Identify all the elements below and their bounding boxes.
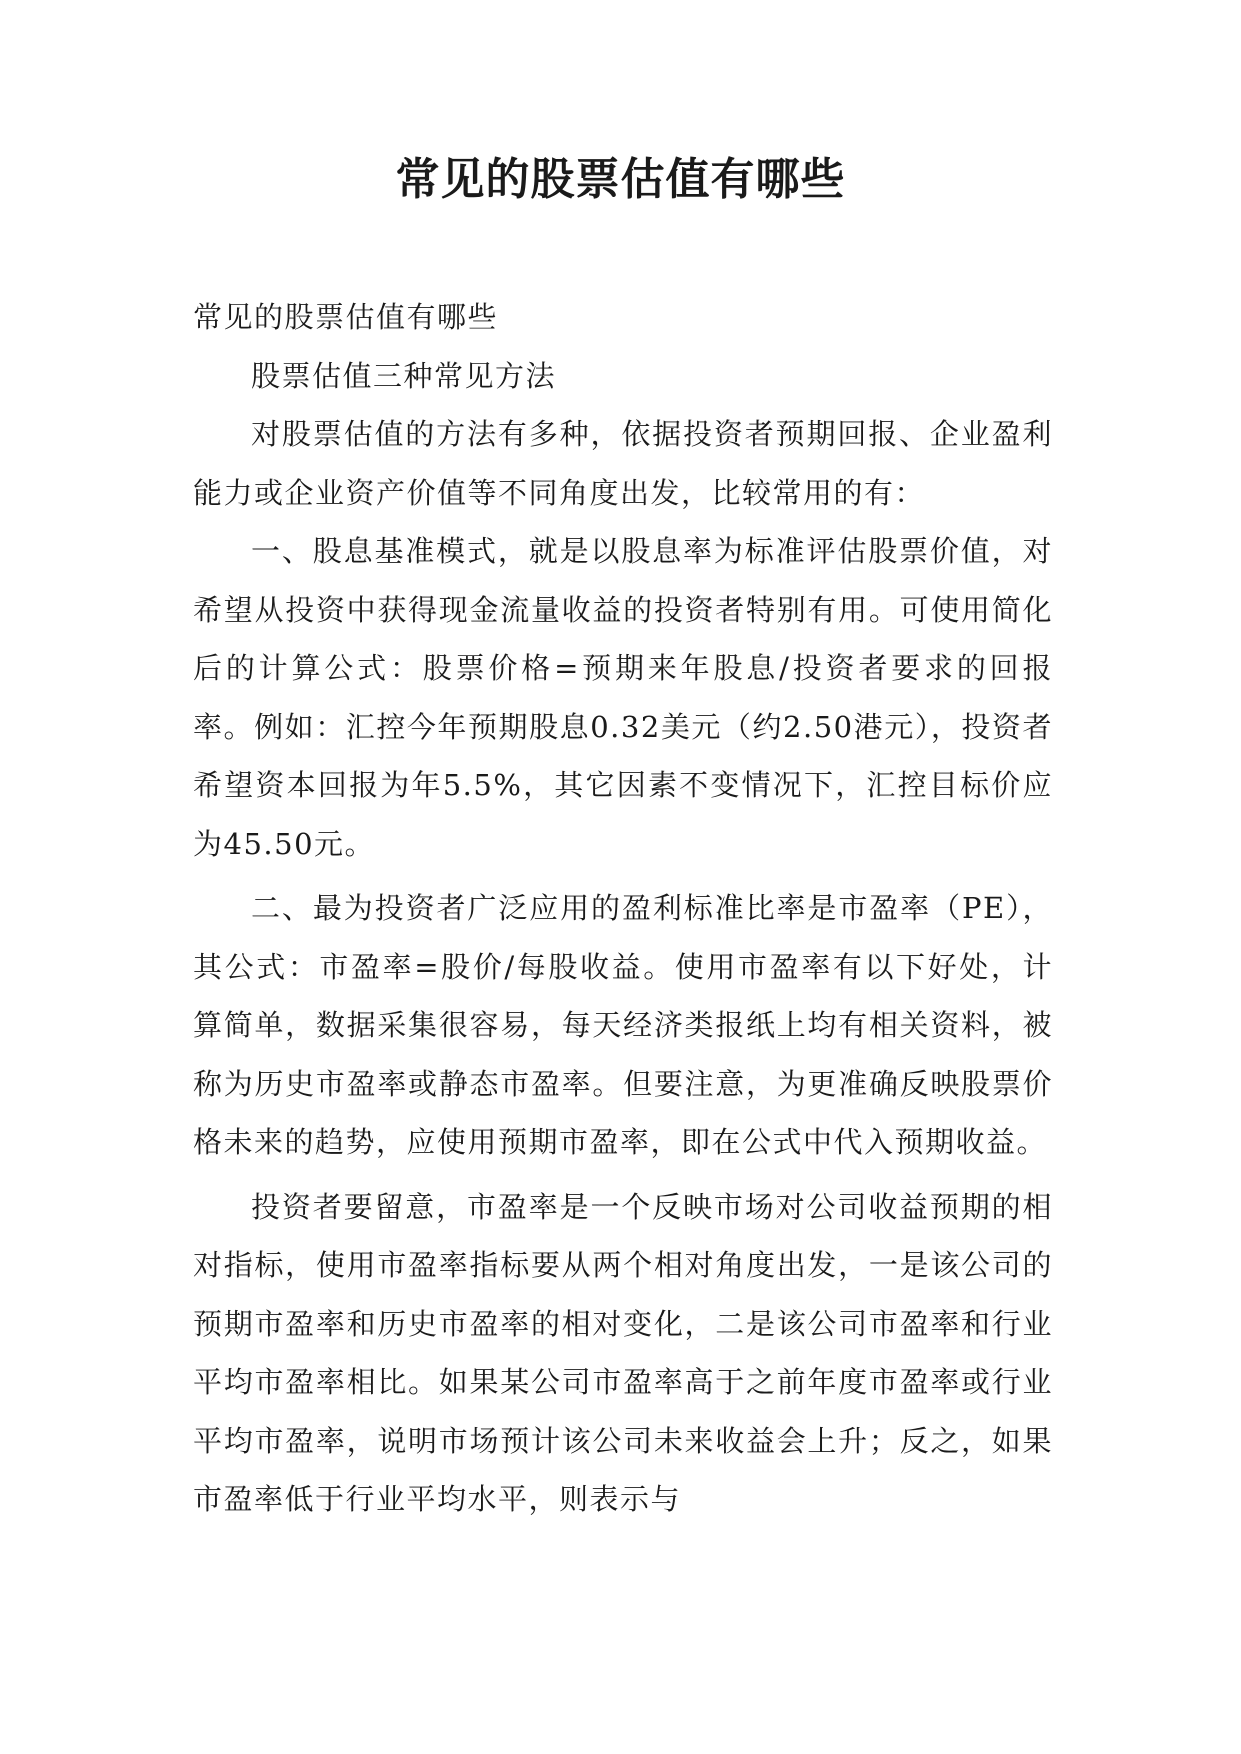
document-title: 常见的股票估值有哪些 — [395, 154, 846, 205]
paragraph-dividend-model: 一、股息基准模式，就是以股息率为标准评估股票价值，对希望从投资中获得现金流量收益的投资者特别有用。可使用简化后的计算公式：股票价格=预期来年股息/投资者要求的回报率。例如：汇控今年预期股息0.32美元（约2.50港元），投资者希望资本回报为年5.5%，其它因素不变情况下，汇控目标价应为45.50元。 — [193, 534, 1053, 861]
paragraph-heading: 常见的股票估值有哪些 — [193, 300, 499, 334]
paragraph-intro: 对股票估值的方法有多种，依据投资者预期回报、企业盈利能力或企业资产价值等不同角度出发，比较常用的有： — [193, 417, 1053, 510]
document-body — [193, 288, 1053, 1529]
paragraph-subheading: 股票估值三种常见方法 — [251, 358, 557, 393]
paragraph-pe-ratio: 二、最为投资者广泛应用的盈利标准比率是市盈率（PE），其公式：市盈率=股价/每股收益。使用市盈率有以下好处，计算简单，数据采集很容易，每天经济类报纸上均有相关资料，被称为历史市盈率或静态市盈率。但要注意，为更准确反映股票价格未来的趋势，应使用预期市盈率，即在公式中代入预期收益。 — [193, 891, 1053, 1159]
paragraph-pe-notes: 投资者要留意，市盈率是一个反映市场对公司收益预期的相对指标，使用市盈率指标要从两个相对角度出发，一是该公司的预期市盈率和历史市盈率的相对变化，二是该公司市盈率和行业平均市盈率相比。如果某公司市盈率高于之前年度市盈率或行业平均市盈率，说明市场预计该公司未来收益会上升；反之，如果市盈率低于行业平均水平，则表示与 — [193, 1189, 1053, 1516]
